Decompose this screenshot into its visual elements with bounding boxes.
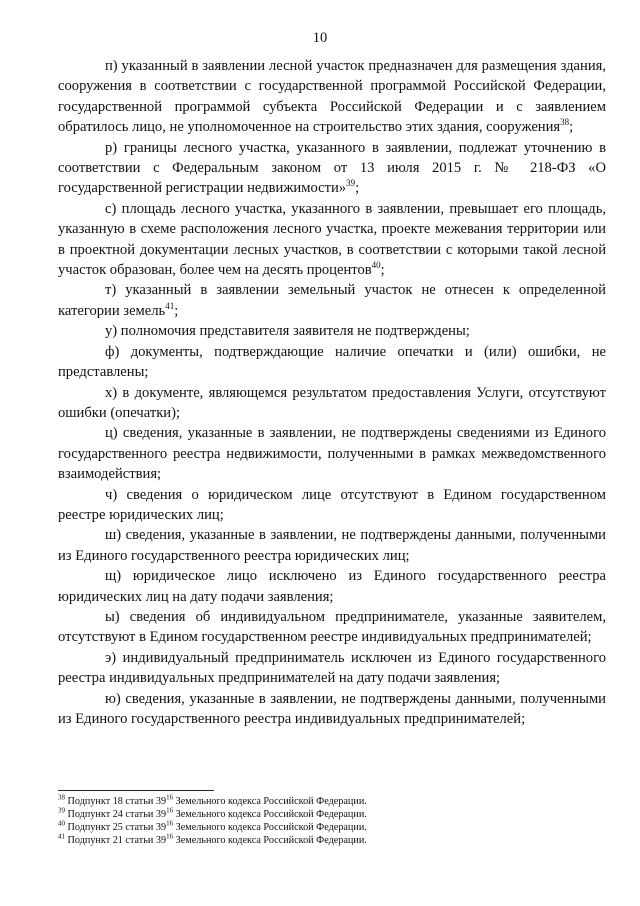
list-item: ц) сведения, указанные в заявлении, не подтверждены сведениями из Единого государственного реестра недвижимости, полученными в рамках межведомственного взаимодействия; (58, 425, 606, 483)
footnote-ref: 39 (346, 178, 356, 189)
list-item: р) границы лесного участка, указанного в заявлении, подлежат уточнению в соответствии с Федеральным законом от 13 июля 2015 г. № 218-ФЗ «О государственной регистрации недвижимости»$^{39}$; (58, 139, 606, 197)
page-number: 10 (312, 30, 328, 46)
footnote-ref: 40 (371, 260, 381, 271)
body-text (58, 56, 606, 729)
footnote: $^{41}$ Подпункт 21 статьи $39^{16}$ Земельного кодекса Российской Федерации. (58, 832, 367, 846)
list-item: ю) сведения, указанные в заявлении, не подтверждены данными, полученными из Единого государственного реестра индивидуальных предпринимателей; (58, 690, 606, 727)
footnote-ref: 38 (560, 117, 570, 128)
list-item: э) индивидуальный предприниматель исключен из Единого государственного реестра индивидуальных предпринимателей на дату подачи заявления; (58, 649, 606, 687)
list-item: ч) сведения о юридическом лице отсутствуют в Едином государственном реестре юридических лиц; (58, 486, 606, 523)
footnotes (58, 793, 606, 848)
list-item: т) указанный в заявлении земельный участок не отнесен к определенной категории земель$^{41}$; (58, 282, 606, 319)
list-item: у) полномочия представителя заявителя не подтверждены; (105, 323, 470, 340)
list-item: щ) юридическое лицо исключено из Единого государственного реестра юридических лиц на дату подачи заявления; (58, 568, 606, 605)
list-item: ш) сведения, указанные в заявлении, не подтверждены данными, полученными из Единого государственного реестра юридических лиц; (58, 527, 606, 564)
list-item: ф) документы, подтверждающие наличие опечатки и (или) ошибки, не представлены; (58, 343, 606, 381)
footnote: $^{40}$ Подпункт 25 статьи $39^{16}$ Земельного кодекса Российской Федерации. (58, 819, 367, 833)
list-item: ы) сведения об индивидуальном предпринимателе, указанные заявителем, отсутствуют в Едином государственном реестре индивидуальных предпринимателей; (58, 608, 606, 646)
footnote-ref: 41 (165, 301, 175, 312)
list-item: х) в документе, являющемся результатом предоставления Услуги, отсутствуют ошибки (опечатки); (58, 384, 606, 421)
list-item: п) указанный в заявлении лесной участок предназначен для размещения здания, сооружения в соответствии с государственной программой Российской Федерации, государственной программой субъекта Российской Федерации и с заявлением обратилось лицо, не уполномоченное на строительство этих здания, сооружения$^{38}$; (58, 58, 606, 136)
footnote: $^{38}$ Подпункт 18 статьи $39^{16}$ Земельного кодекса Российской Федерации. (58, 793, 367, 807)
footnote: $^{39}$ Подпункт 24 статьи $39^{16}$ Земельного кодекса Российской Федерации. (58, 806, 367, 820)
list-item: с) площадь лесного участка, указанного в заявлении, превышает его площадь, указанную в схеме расположения лесного участка, проекте межевания территории или в проектной документации лесных участков, в соответствии с которыми такой лесной участок образован, более чем на десять процентов$^{40}$; (58, 200, 606, 279)
footnote-divider (58, 790, 214, 791)
